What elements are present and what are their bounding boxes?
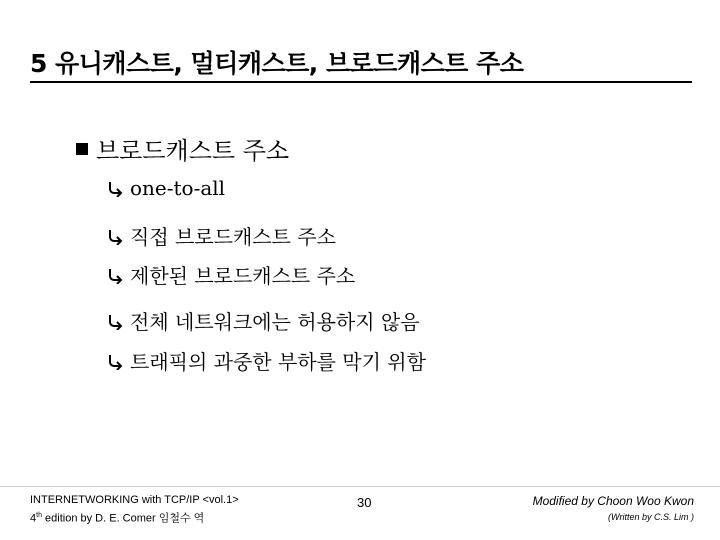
sub-bullet-text: one-to-all	[130, 176, 226, 200]
footer-book-info	[30, 492, 239, 527]
page-number: 30	[357, 495, 372, 510]
slide-title: 5 유니캐스트, 멀티캐스트, 브로드캐스트 주소	[30, 49, 524, 78]
curved-arrow-icon	[106, 352, 124, 370]
footer-edition	[30, 508, 239, 527]
footer-written-by: (Written by C.S. Lim )	[607, 512, 694, 522]
sub-bullet-text: 트래픽의 과중한 부하를 막기 위함	[130, 350, 426, 374]
sub-bullet-text: 제한된 브로드캐스트 주소	[130, 264, 356, 288]
curved-arrow-icon	[106, 227, 124, 245]
sub-bullet-5	[106, 346, 426, 375]
sub-bullet-4	[106, 306, 420, 335]
sub-bullet-2	[106, 221, 336, 250]
footer-modified-by: Modified by Choon Woo Kwon	[532, 494, 694, 508]
sub-bullet-1	[106, 176, 225, 200]
footer-book-title: INTERNETWORKING with TCP/IP <vol.1>	[30, 494, 239, 506]
main-bullet	[76, 131, 289, 166]
square-bullet-icon	[76, 143, 88, 155]
curved-arrow-icon	[106, 312, 124, 330]
edition-suffix: th	[36, 512, 42, 519]
footer-divider	[0, 486, 720, 487]
curved-arrow-icon	[106, 179, 124, 197]
edition-number: 4	[30, 512, 37, 525]
sub-bullet-3	[106, 260, 355, 289]
curved-arrow-icon	[106, 266, 124, 284]
edition-text: edition by D. E. Comer 임철수 역	[41, 512, 205, 525]
title-underline	[30, 81, 692, 83]
sub-bullet-text: 전체 네트워크에는 허용하지 않음	[130, 310, 420, 334]
main-bullet-text: 브로드캐스트 주소	[96, 137, 290, 165]
sub-bullet-text: 직접 브로드캐스트 주소	[130, 225, 336, 249]
